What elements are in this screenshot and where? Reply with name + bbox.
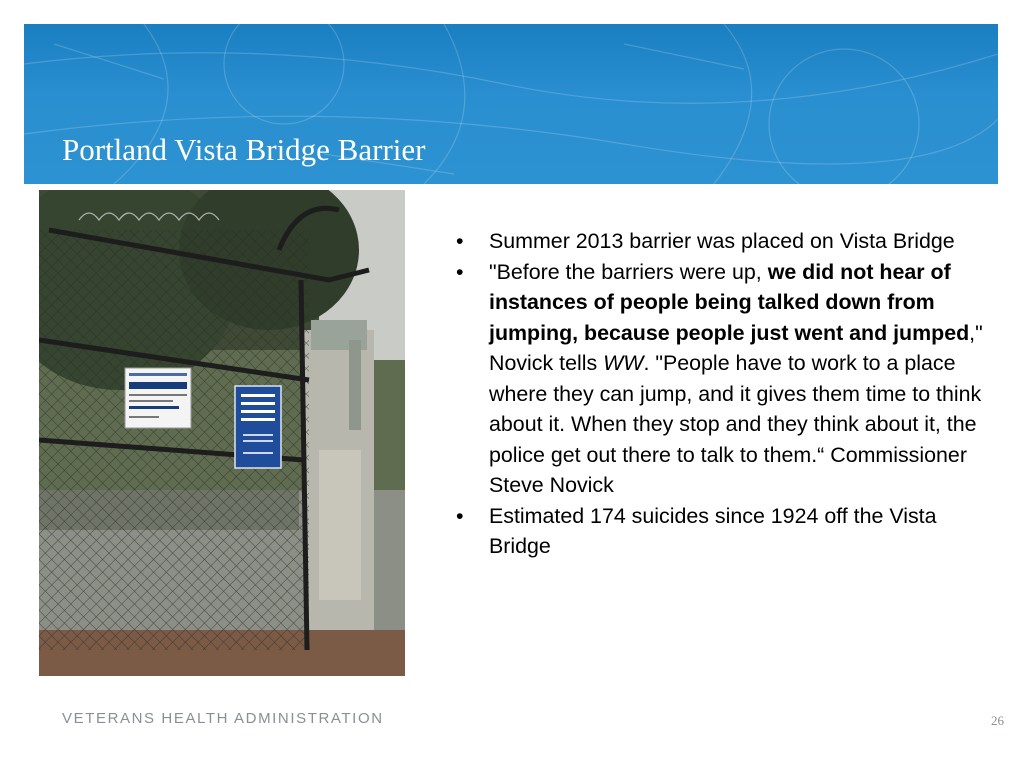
bullet-item (456, 501, 986, 562)
bullet-text: Estimated 174 suicides since 1924 off the Vista Bridge (489, 503, 937, 558)
publication-name: WW (603, 351, 644, 375)
quote-intro: "Before the barriers were up, (489, 259, 768, 284)
quote-attribution: ," Novick tells (489, 320, 983, 375)
bullet-text: Summer 2013 barrier was placed on Vista Bridge (489, 229, 955, 253)
bullet-list (456, 226, 986, 562)
help-cross-bridge-sign (235, 386, 281, 468)
bullet-item (456, 257, 986, 501)
crisis-hotline-sign (125, 368, 191, 428)
footer-organization: VETERANS HEALTH ADMINISTRATION (62, 710, 384, 727)
bridge-barrier-photo (39, 190, 405, 676)
stone-pillar (304, 320, 374, 630)
bullet-dot: • (456, 503, 464, 528)
photo-illustration (39, 190, 405, 676)
quote-continued: . "People have to work to a place where they can jump, and it gives them time to think about it. When they stop and they think about it, the police get out there to talk to them.“ Commissioner Steve Novick (489, 351, 982, 497)
quote-emphasis: we did not hear of instances of people being talked down from jumping, because people just went and jumped (489, 259, 970, 345)
slide-title: Portland Vista Bridge Barrier (62, 132, 426, 167)
bullet-item (456, 226, 986, 257)
bullet-dot: • (456, 229, 464, 253)
bullet-dot: • (456, 259, 464, 284)
page-number: 26 (991, 713, 1004, 728)
